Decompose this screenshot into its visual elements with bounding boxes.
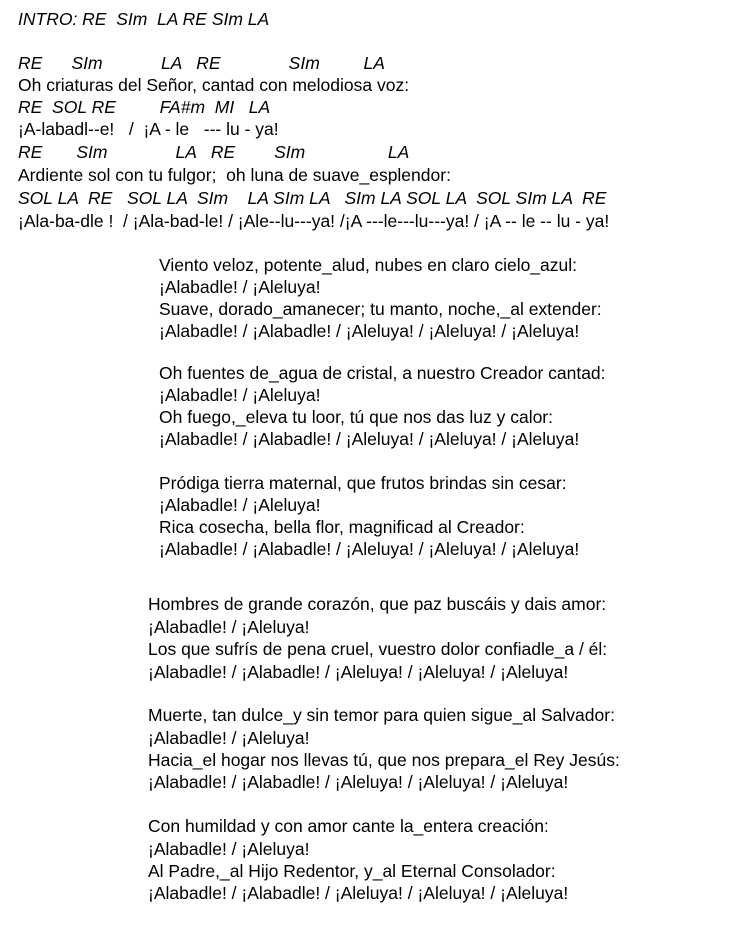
verse-4-line-3: Los que sufrís de pena cruel, vuestro dolor confiadle_a / él: xyxy=(148,639,608,659)
chorus-lyric-4: ¡Ala-ba-dle ! / ¡Ala-bad-le! / ¡Ale--lu---ya! /¡A ---le---lu---ya! / ¡A -- le -- lu - ya! xyxy=(18,211,610,231)
chorus-chords-1: RE SIm LA RE SIm LA xyxy=(18,53,385,73)
verse-6-line-1: Con humildad y con amor cante la_entera creación: xyxy=(148,816,549,836)
chorus-lyric-2: ¡A-labadl--e! / ¡A - le --- lu - ya! xyxy=(18,119,279,139)
verse-1-line-4: ¡Alabadle! / ¡Alabadle! / ¡Aleluya! / ¡Aleluya! / ¡Aleluya! xyxy=(159,321,580,341)
verse-3-line-2: ¡Alabadle! / ¡Aleluya! xyxy=(159,495,321,515)
verse-5-line-1: Muerte, tan dulce_y sin temor para quien sigue_al Salvador: xyxy=(148,705,615,725)
chorus-chords-2: RE SOL RE FA#m MI LA xyxy=(18,97,271,117)
verse-6-line-4: ¡Alabadle! / ¡Alabadle! / ¡Aleluya! / ¡Aleluya! / ¡Aleluya! xyxy=(148,883,569,903)
verse-6-line-3: Al Padre,_al Hijo Redentor, y_al Eternal Consolador: xyxy=(148,861,556,881)
verse-1-line-2: ¡Alabadle! / ¡Aleluya! xyxy=(159,277,321,297)
verse-4-line-2: ¡Alabadle! / ¡Aleluya! xyxy=(148,617,310,637)
verse-1-line-1: Viento veloz, potente_alud, nubes en claro cielo_azul: xyxy=(159,255,578,275)
verse-3-line-4: ¡Alabadle! / ¡Alabadle! / ¡Aleluya! / ¡Aleluya! / ¡Aleluya! xyxy=(159,539,580,559)
verse-5-line-4: ¡Alabadle! / ¡Alabadle! / ¡Aleluya! / ¡Aleluya! / ¡Aleluya! xyxy=(148,772,569,792)
verse-2-line-1: Oh fuentes de_agua de cristal, a nuestro Creador cantad: xyxy=(159,363,606,383)
chorus-lyric-3: Ardiente sol con tu fulgor; oh luna de suave_esplendor: xyxy=(18,165,451,185)
verse-5-line-2: ¡Alabadle! / ¡Aleluya! xyxy=(148,728,310,748)
verse-5-line-3: Hacia_el hogar nos llevas tú, que nos prepara_el Rey Jesús: xyxy=(148,750,620,770)
intro-chords: INTRO: RE SIm LA RE SIm LA xyxy=(18,9,270,29)
verse-2-line-3: Oh fuego,_eleva tu loor, tú que nos das luz y calor: xyxy=(159,407,553,427)
verse-6-line-2: ¡Alabadle! / ¡Aleluya! xyxy=(148,839,310,859)
chorus-lyric-1: Oh criaturas del Señor, cantad con melodiosa voz: xyxy=(18,75,410,95)
chorus-chords-3: RE SIm LA RE SIm LA xyxy=(18,142,410,162)
chorus-chords-4: SOL LA RE SOL LA SIm LA SIm LA SIm LA SOL LA SOL SIm LA RE xyxy=(18,188,607,208)
verse-4-line-4: ¡Alabadle! / ¡Alabadle! / ¡Aleluya! / ¡Aleluya! / ¡Aleluya! xyxy=(148,662,569,682)
verse-3-line-1: Pródiga tierra maternal, que frutos brindas sin cesar: xyxy=(159,473,567,493)
verse-2-line-2: ¡Alabadle! / ¡Aleluya! xyxy=(159,385,321,405)
verse-1-line-3: Suave, dorado_amanecer; tu manto, noche,_al extender: xyxy=(159,299,602,319)
verse-3-line-3: Rica cosecha, bella flor, magnificad al Creador: xyxy=(159,517,525,537)
verse-4-line-1: Hombres de grande corazón, que paz buscáis y dais amor: xyxy=(148,594,607,614)
verse-2-line-4: ¡Alabadle! / ¡Alabadle! / ¡Aleluya! / ¡Aleluya! / ¡Aleluya! xyxy=(159,429,580,449)
